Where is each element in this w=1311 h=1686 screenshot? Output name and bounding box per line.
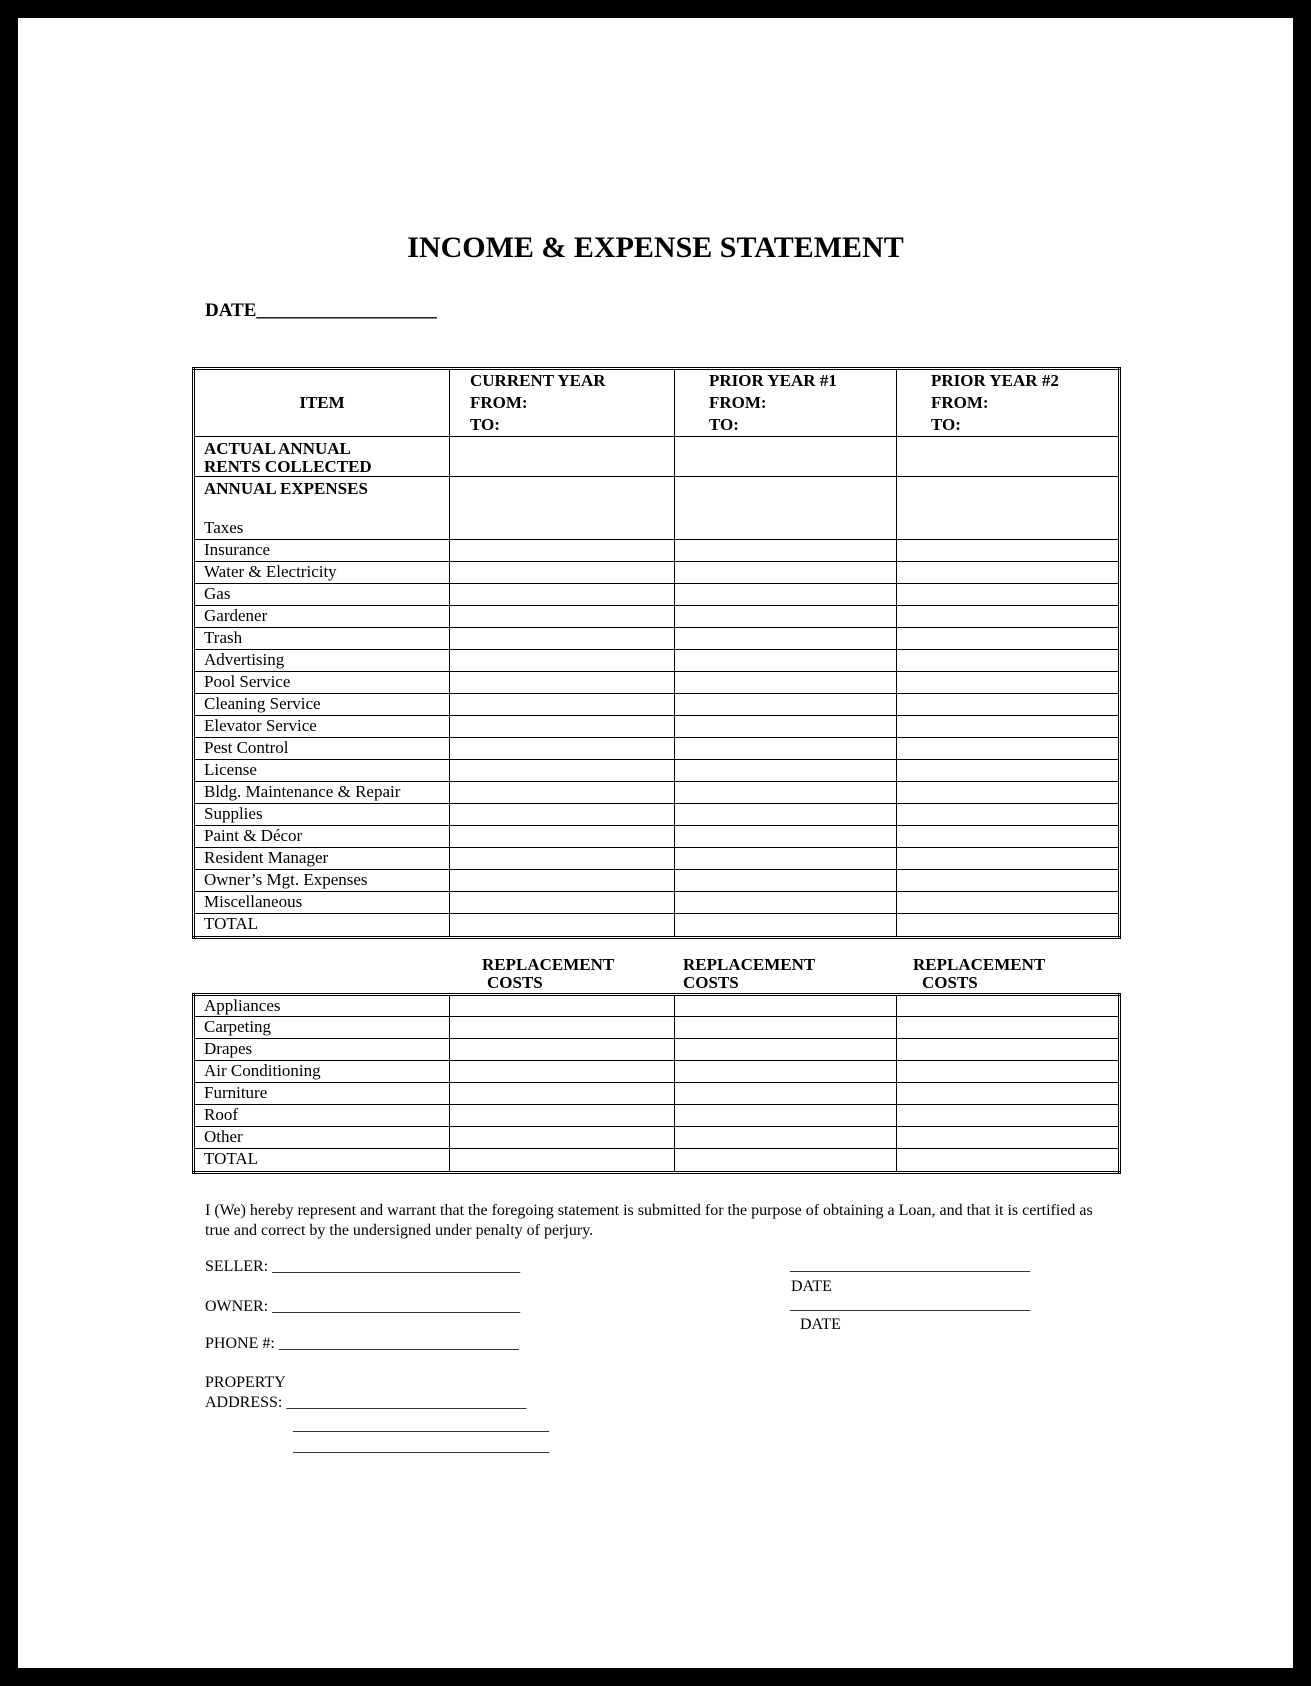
replacement-value-cell-3[interactable] <box>897 1061 1120 1083</box>
expense-row <box>194 650 1120 672</box>
replacement-header-3-line1: REPLACEMENT <box>913 955 1046 974</box>
expense-row <box>194 584 1120 606</box>
expense-value-cell-1[interactable] <box>450 826 675 848</box>
expense-value-cell-3[interactable] <box>897 694 1120 716</box>
expense-row <box>194 694 1120 716</box>
replacement-costs-table <box>192 993 1121 1174</box>
expense-value-cell-1[interactable] <box>450 870 675 892</box>
replacement-header-1-line1: REPLACEMENT <box>482 955 615 974</box>
expense-value-cell-3[interactable] <box>897 782 1120 804</box>
expense-value-cell-1[interactable] <box>450 540 675 562</box>
expense-label: Miscellaneous <box>194 892 450 914</box>
expense-value-cell-2[interactable] <box>675 826 897 848</box>
replacement-value-cell-2[interactable] <box>675 1083 897 1105</box>
address-line-2[interactable]: ________________________________ <box>293 1417 549 1434</box>
expense-label: Gardener <box>194 606 450 628</box>
replacement-header-2 <box>683 956 815 992</box>
expense-label: Water & Electricity <box>194 562 450 584</box>
current-year-to[interactable]: TO: <box>470 415 500 434</box>
taxes-prior2-cell[interactable] <box>897 477 1120 540</box>
expense-row <box>194 628 1120 650</box>
total-prior1-cell[interactable] <box>675 914 897 938</box>
expense-value-cell-2[interactable] <box>675 628 897 650</box>
expense-value-cell-3[interactable] <box>897 848 1120 870</box>
current-year-from[interactable]: FROM: <box>470 393 528 412</box>
expense-value-cell-2[interactable] <box>675 738 897 760</box>
expense-row <box>194 804 1120 826</box>
income-expense-table <box>192 367 1121 939</box>
replacement-row <box>194 1127 1120 1149</box>
expense-value-cell-1[interactable] <box>450 738 675 760</box>
replacement-value-cell-2[interactable] <box>675 1061 897 1083</box>
expense-label: Pest Control <box>194 738 450 760</box>
replacement-value-cell-1[interactable] <box>450 1039 675 1061</box>
expense-value-cell-2[interactable] <box>675 650 897 672</box>
prior-year-1-from[interactable]: FROM: <box>709 393 767 412</box>
rents-row <box>194 437 1120 477</box>
prior-year-1-header <box>675 369 897 437</box>
annual-expenses-cell <box>194 477 450 540</box>
expense-label: Elevator Service <box>194 716 450 738</box>
expense-row <box>194 760 1120 782</box>
expense-value-cell-2[interactable] <box>675 584 897 606</box>
expense-label: Cleaning Service <box>194 694 450 716</box>
date-signature-line-2[interactable]: ______________________________ <box>790 1296 1030 1313</box>
expense-label: Paint & Décor <box>194 826 450 848</box>
owner-line[interactable]: _______________________________ <box>272 1298 521 1315</box>
expense-value-cell-2[interactable] <box>675 672 897 694</box>
prior-year-2-to[interactable]: TO: <box>931 415 961 434</box>
replacement-value-cell-3[interactable] <box>897 1127 1120 1149</box>
expense-value-cell-3[interactable] <box>897 804 1120 826</box>
expense-value-cell-1[interactable] <box>450 628 675 650</box>
replacement-value-cell-2[interactable] <box>675 1017 897 1039</box>
replacement-row <box>194 1083 1120 1105</box>
replacement-row <box>194 1017 1120 1039</box>
replacement-value-cell-1[interactable] <box>450 1083 675 1105</box>
taxes-prior1-cell[interactable] <box>675 477 897 540</box>
expense-label: License <box>194 760 450 782</box>
replacement-rows <box>194 995 1120 1149</box>
income-total-label: TOTAL <box>194 914 450 938</box>
prior-year-2-from[interactable]: FROM: <box>931 393 989 412</box>
replacement-total-row <box>194 1149 1120 1173</box>
date-signature-line-1[interactable]: ______________________________ <box>790 1257 1030 1274</box>
annual-expenses-header: ANNUAL EXPENSES <box>204 479 368 498</box>
replacement-label: Roof <box>194 1105 450 1127</box>
seller-label: SELLER: <box>205 1258 269 1275</box>
expense-value-cell-2[interactable] <box>675 760 897 782</box>
expense-row <box>194 562 1120 584</box>
expense-value-cell-2[interactable] <box>675 804 897 826</box>
replacement-value-cell-3[interactable] <box>897 1105 1120 1127</box>
total-prior2-cell[interactable] <box>897 914 1120 938</box>
replacement-label: Air Conditioning <box>194 1061 450 1083</box>
replacement-header-3-line2: COSTS <box>922 973 978 992</box>
expense-row <box>194 782 1120 804</box>
replacement-total-label: TOTAL <box>194 1149 450 1173</box>
prior-year-2-label: PRIOR YEAR #2 <box>931 371 1059 390</box>
expense-row <box>194 826 1120 848</box>
expense-value-cell-3[interactable] <box>897 760 1120 782</box>
total-current-cell[interactable] <box>450 914 675 938</box>
page-frame-bottom <box>0 1668 1311 1686</box>
prior-year-1-to[interactable]: TO: <box>709 415 739 434</box>
expense-value-cell-3[interactable] <box>897 628 1120 650</box>
date-label-2: DATE <box>800 1316 841 1333</box>
owner-label: OWNER: <box>205 1298 269 1315</box>
expense-label: Owner’s Mgt. Expenses <box>194 870 450 892</box>
expense-label: Pool Service <box>194 672 450 694</box>
expense-value-cell-2[interactable] <box>675 716 897 738</box>
taxes-row <box>194 477 1120 540</box>
replacement-header-3 <box>913 956 1045 992</box>
expense-value-cell-1[interactable] <box>450 760 675 782</box>
expense-value-cell-3[interactable] <box>897 540 1120 562</box>
expense-label-taxes: Taxes <box>204 518 244 537</box>
expense-value-cell-2[interactable] <box>675 848 897 870</box>
replacement-value-cell-2[interactable] <box>675 995 897 1017</box>
expense-value-cell-2[interactable] <box>675 870 897 892</box>
expense-row <box>194 716 1120 738</box>
expense-label: Bldg. Maintenance & Repair <box>194 782 450 804</box>
expense-value-cell-3[interactable] <box>897 650 1120 672</box>
replacement-row <box>194 995 1120 1017</box>
replacement-header-1 <box>482 956 614 992</box>
item-header: ITEM <box>194 369 450 437</box>
expense-value-cell-3[interactable] <box>897 892 1120 914</box>
rents-label <box>194 437 450 477</box>
replacement-row <box>194 1039 1120 1061</box>
expense-value-cell-3[interactable] <box>897 606 1120 628</box>
current-year-label: CURRENT YEAR <box>470 371 606 390</box>
expense-row <box>194 870 1120 892</box>
expense-label: Insurance <box>194 540 450 562</box>
date-field[interactable]: DATE___________________ <box>205 300 437 321</box>
replacement-total-cell-2[interactable] <box>675 1149 897 1173</box>
page-title: INCOME & EXPENSE STATEMENT <box>407 231 904 264</box>
expense-value-cell-2[interactable] <box>675 606 897 628</box>
rents-prior1-cell[interactable] <box>675 437 897 477</box>
expense-value-cell-3[interactable] <box>897 562 1120 584</box>
rents-current-cell[interactable] <box>450 437 675 477</box>
expense-value-cell-1[interactable] <box>450 782 675 804</box>
expense-value-cell-1[interactable] <box>450 584 675 606</box>
rents-prior2-cell[interactable] <box>897 437 1120 477</box>
address-line-3[interactable]: ________________________________ <box>293 1438 549 1455</box>
expense-rows <box>194 540 1120 914</box>
replacement-header-1-line2: COSTS <box>487 973 543 992</box>
expense-value-cell-1[interactable] <box>450 848 675 870</box>
expense-row <box>194 672 1120 694</box>
seller-field[interactable] <box>205 1258 520 1276</box>
replacement-label: Drapes <box>194 1039 450 1061</box>
replacement-value-cell-3[interactable] <box>897 1017 1120 1039</box>
expense-value-cell-2[interactable] <box>675 562 897 584</box>
replacement-value-cell-3[interactable] <box>897 1039 1120 1061</box>
seller-line[interactable]: _______________________________ <box>272 1258 521 1275</box>
expense-value-cell-2[interactable] <box>675 892 897 914</box>
replacement-value-cell-3[interactable] <box>897 995 1120 1017</box>
expense-value-cell-3[interactable] <box>897 672 1120 694</box>
replacement-value-cell-1[interactable] <box>450 1017 675 1039</box>
rents-label-line2: RENTS COLLECTED <box>204 457 372 476</box>
expense-value-cell-1[interactable] <box>450 606 675 628</box>
phone-label: PHONE #: <box>205 1335 275 1352</box>
replacement-value-cell-1[interactable] <box>450 995 675 1017</box>
expense-value-cell-1[interactable] <box>450 716 675 738</box>
expense-value-cell-3[interactable] <box>897 738 1120 760</box>
expense-value-cell-2[interactable] <box>675 782 897 804</box>
expense-value-cell-2[interactable] <box>675 694 897 716</box>
expense-value-cell-1[interactable] <box>450 672 675 694</box>
expense-value-cell-1[interactable] <box>450 892 675 914</box>
expense-value-cell-1[interactable] <box>450 694 675 716</box>
address-label: ADDRESS: <box>205 1394 283 1411</box>
expense-value-cell-3[interactable] <box>897 870 1120 892</box>
replacement-row <box>194 1105 1120 1127</box>
phone-line[interactable]: ______________________________ <box>278 1335 519 1352</box>
address-field[interactable] <box>205 1394 526 1412</box>
expense-label: Resident Manager <box>194 848 450 870</box>
expense-value-cell-1[interactable] <box>450 650 675 672</box>
taxes-current-cell[interactable] <box>450 477 675 540</box>
replacement-value-cell-2[interactable] <box>675 1105 897 1127</box>
replacement-label: Carpeting <box>194 1017 450 1039</box>
expense-row <box>194 848 1120 870</box>
replacement-header-2-line1: REPLACEMENT <box>683 955 816 974</box>
expense-label: Trash <box>194 628 450 650</box>
certification-text: I (We) hereby represent and warrant that the foregoing statement is submitted for the purpose of obtaining a Loan, and that it is certified as true and correct by the undersigned under penalty of perjury. <box>205 1202 1093 1239</box>
date-label-1: DATE <box>791 1278 832 1295</box>
replacement-total-cell-1[interactable] <box>450 1149 675 1173</box>
expense-row <box>194 606 1120 628</box>
expense-row <box>194 892 1120 914</box>
replacement-value-cell-3[interactable] <box>897 1083 1120 1105</box>
replacement-value-cell-1[interactable] <box>450 1127 675 1149</box>
replacement-value-cell-2[interactable] <box>675 1127 897 1149</box>
expense-value-cell-1[interactable] <box>450 562 675 584</box>
current-year-header <box>450 369 675 437</box>
phone-field[interactable] <box>205 1335 519 1353</box>
replacement-label: Furniture <box>194 1083 450 1105</box>
expense-value-cell-1[interactable] <box>450 804 675 826</box>
prior-year-2-header <box>897 369 1120 437</box>
expense-value-cell-3[interactable] <box>897 826 1120 848</box>
replacement-row <box>194 1061 1120 1083</box>
replacement-value-cell-2[interactable] <box>675 1039 897 1061</box>
header-row <box>194 369 1120 437</box>
page-frame-top <box>0 0 1311 18</box>
replacement-total-cell-3[interactable] <box>897 1149 1120 1173</box>
replacement-label: Other <box>194 1127 450 1149</box>
address-line-1[interactable]: ______________________________ <box>286 1394 527 1411</box>
expense-value-cell-2[interactable] <box>675 540 897 562</box>
expense-label: Supplies <box>194 804 450 826</box>
expense-row <box>194 738 1120 760</box>
expense-value-cell-3[interactable] <box>897 584 1120 606</box>
replacement-value-cell-1[interactable] <box>450 1105 675 1127</box>
owner-field[interactable] <box>205 1298 520 1316</box>
replacement-header-2-line2: COSTS <box>683 973 739 992</box>
expense-label: Advertising <box>194 650 450 672</box>
expense-label: Gas <box>194 584 450 606</box>
property-label: PROPERTY <box>205 1374 286 1391</box>
replacement-value-cell-1[interactable] <box>450 1061 675 1083</box>
expense-value-cell-3[interactable] <box>897 716 1120 738</box>
rents-label-line1: ACTUAL ANNUAL <box>204 439 351 458</box>
prior-year-1-label: PRIOR YEAR #1 <box>709 371 837 390</box>
replacement-label: Appliances <box>194 995 450 1017</box>
expense-row <box>194 540 1120 562</box>
income-total-row <box>194 914 1120 938</box>
